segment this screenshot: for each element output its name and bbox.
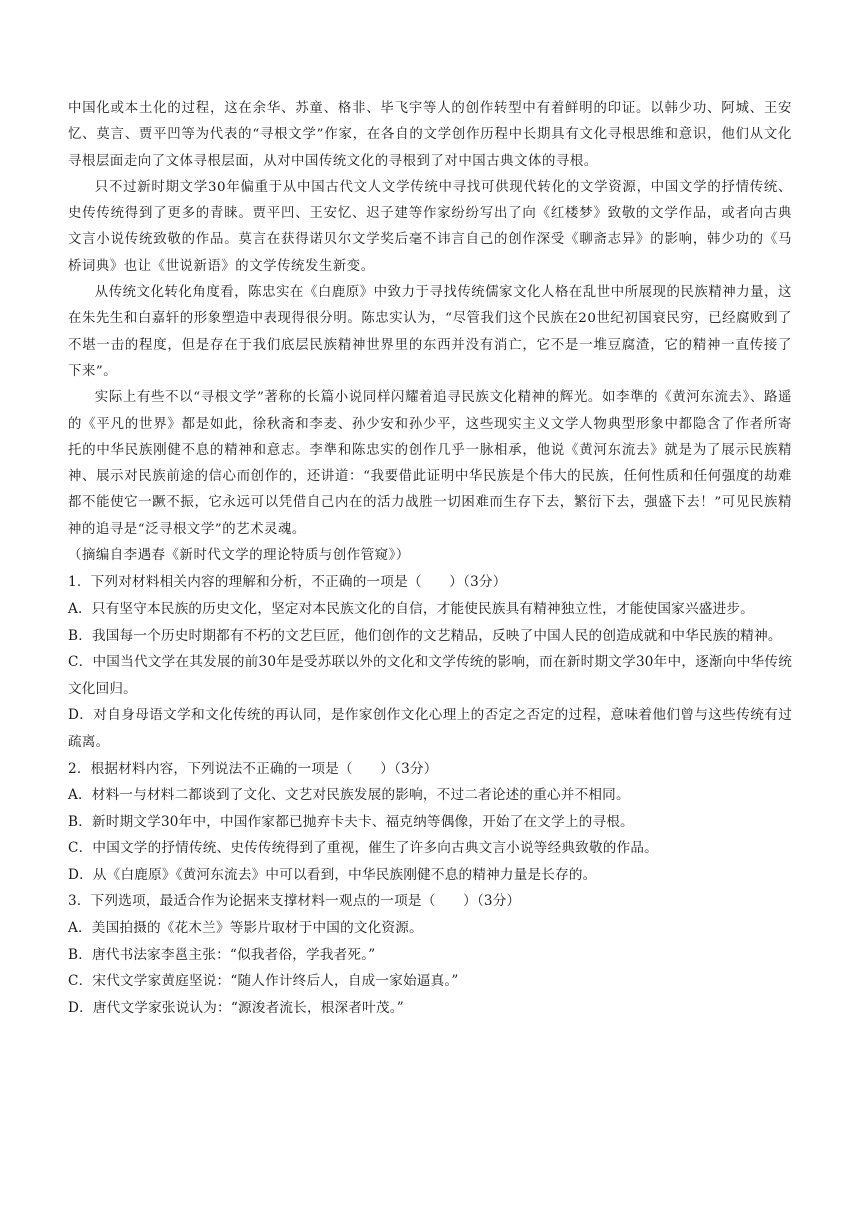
option-b: B．我国每一个历史时期都有不朽的文艺巨匠，他们创作的文艺精品，反映了中国人民的创造成就和中华民族的精神。	[68, 627, 782, 644]
passage-paragraph-2: 只不过新时期文学30年偏重于从中国古代文人文学传统中寻找可供现代转化的文学资源，中国文学的抒情传统、史传传统得到了更多的青睐。贾平凹、王安忆、迟子建等作家纷纷写出了向《红楼梦》致敬的文学作品，或者向古典文言小说传统致敬的作品。莫言在获得诺贝尔文学奖后毫不讳言自己的创作深受《聊斋志异》的影响，韩少功的《马桥词典》也让《世说新语》的文学传统发生新变。	[68, 179, 792, 274]
option-c: C．中国文学的抒情传统、史传传统得到了重视，催生了许多向古典文言小说等经典致敬的作品。	[68, 840, 658, 857]
option-a: A．材料一与材料二都谈到了文化、文艺对民族发展的影响，不过二者论述的重心并不相同。	[68, 787, 630, 804]
option-a: A．美国拍摄的《花木兰》等影片取材于中国的文化资源。	[68, 920, 423, 937]
option-d: D．从《白鹿原》《黄河东流去》中可以看到，中华民族刚健不息的精神力量是长存的。	[68, 866, 597, 883]
question-3	[68, 888, 792, 1021]
option-b: B．新时期文学30年中，中国作家都已抛弃卡夫卡、福克纳等偶像，开始了在文学上的寻根。	[68, 813, 634, 830]
passage-paragraph-1: 中国化或本土化的过程，这在余华、苏童、格非、毕飞宇等人的创作转型中有着鲜明的印证。以韩少功、阿城、王安忆、莫言、贾平凹等为代表的“寻根文学”作家，在各自的文学创作历程中长期具有文化寻根思维和意识，他们从文化寻根层面走向了文体寻根层面，从对中国传统文化的寻根到了对中国古典文体的寻根。	[68, 101, 792, 169]
reading-passage	[68, 96, 792, 569]
passage-paragraph-4: 实际上有些不以“寻根文学”著称的长篇小说同样闪耀着追寻民族文化精神的辉光。如李準的《黄河东流去》、路遥的《平凡的世界》都是如此，徐秋斋和李麦、孙少安和孙少平，这些现实主义文学人物典型形象中都隐含了作者所寄托的中华民族刚健不息的精神和意志。李準和陈忠实的创作几乎一脉相承，他说《黄河东流去》就是为了展示民族精神、展示对民族前途的信心而创作的，还讲道：“我要借此证明中华民族是个伟大的民族，任何性质和任何强度的劫难都不能使它一蹶不振，它永远可以凭借自己内在的活力战胜一切困难而生存下去，繁衍下去，强盛下去！”可见民族精神的追寻是“泛寻根文学”的艺术灵魂。	[68, 390, 792, 537]
question-1	[68, 569, 792, 755]
question-2	[68, 756, 792, 889]
option-d: D．唐代文学家张说认为：“源浚者流长，根深者叶茂。”	[68, 999, 404, 1016]
option-d: D．对自身母语文学和文化传统的再认同，是作家创作文化心理上的否定之否定的过程，意味着他们曾与这些传统有过疏离。	[68, 707, 792, 750]
option-c: C．宋代文学家黄庭坚说：“随人作计终后人，自成一家始逼真。”	[68, 973, 459, 990]
passage-source: （摘编自李遇春《新时代文学的理论特质与创作管窥》）	[68, 548, 410, 564]
question-list	[68, 569, 792, 1021]
option-a: A．只有坚守本民族的历史文化，坚定对本民族文化的自信，才能使民族具有精神独立性，才能使国家兴盛进步。	[68, 600, 754, 617]
question-stem: 2．根据材料内容，下列说法不正确的一项是（ ）（3分）	[68, 760, 438, 777]
question-stem: 1．下列对材料相关内容的理解和分析，不正确的一项是（ ）（3分）	[68, 574, 507, 591]
question-stem: 3．下列选项，最适合作为论据来支撑材料一观点的一项是（ ）（3分）	[68, 893, 521, 910]
option-b: B．唐代书法家李邕主张：“似我者俗，学我者死。”	[68, 946, 376, 963]
option-c: C．中国当代文学在其发展的前30年是受苏联以外的文化和文学传统的影响，而在新时期文学30年中，逐渐向中华传统文化回归。	[68, 654, 792, 697]
passage-paragraph-3: 从传统文化转化角度看，陈忠实在《白鹿原》中致力于寻找传统儒家文化人格在乱世中所展现的民族精神力量，这在朱先生和白嘉轩的形象塑造中表现得很分明。陈忠实认为，“尽管我们这个民族在20世纪初国衰民穷，已经腐败到了不堪一击的程度，但是存在于我们底层民族精神世界里的东西并没有消亡，它不是一堆豆腐渣，它的精神一直传接了下来”。	[68, 285, 792, 379]
